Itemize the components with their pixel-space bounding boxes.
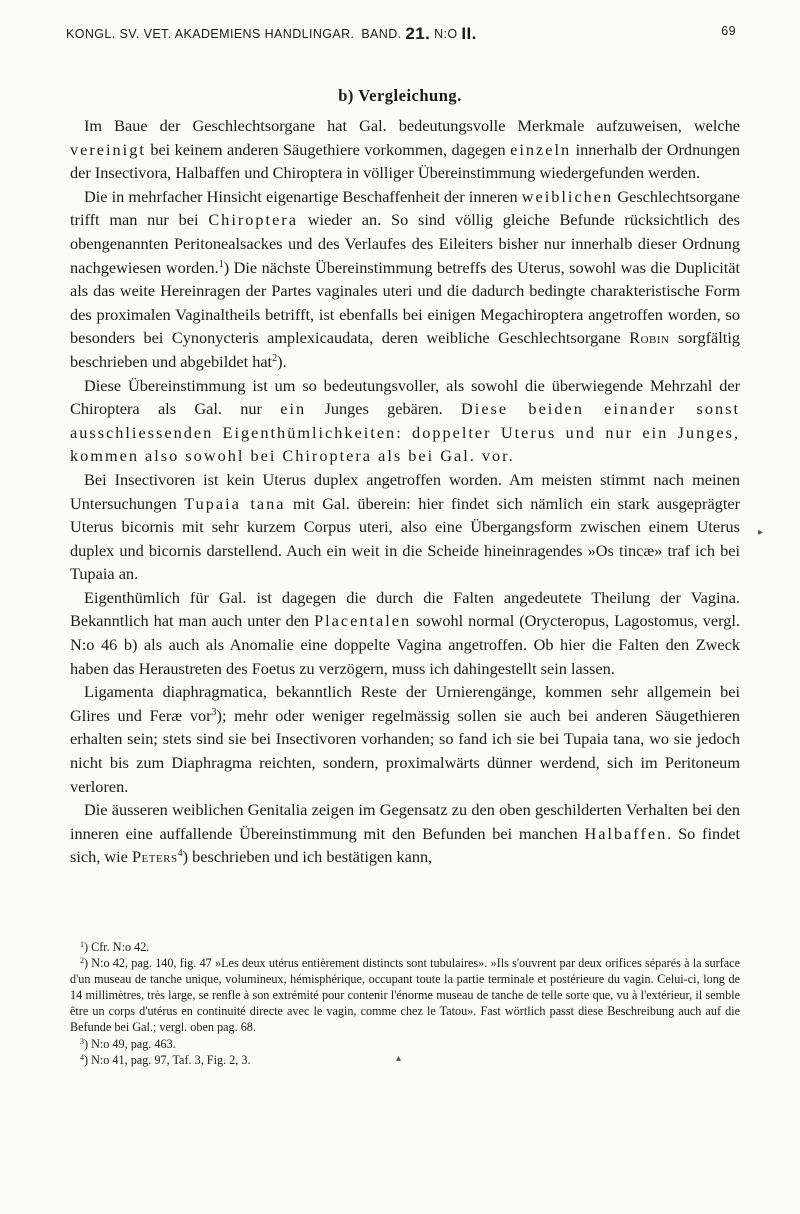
page-number: 69 <box>721 24 736 38</box>
margin-arrow-icon: ▸ <box>758 527 764 538</box>
number-label: N:O <box>434 27 458 41</box>
footer-arrow-icon: ▴ <box>396 1053 402 1064</box>
paragraph-6: Ligamenta diaphragmatica, bekanntlich Reste der Urnierengänge, kommen sehr allgemein bei Glires und Feræ vor$^3$); mehr oder weniger regelmässig sollen sie auch bei anderen Säugethieren erhalten sein; stets sind sie bei Insectivoren vorhanden; so fand ich sie bei Tupaia tana, wo sie jedoch nicht bis zum Diaphragma reichten, sondern, proximalwärts dünner werdend, sich im Peritoneum verloren. <box>70 682 740 796</box>
footnote: $^1$) Cfr. N:o 42. <box>80 940 150 954</box>
paragraph-1: Im Baue der Geschlechtsorgane hat Gal. bedeutungsvolle Merkmale aufzuweisen, welche vereinigt bei keinem anderen Säugethiere vorkommen, dagegen einzeln innerhalb der Ordnungen der Insectivora, Halbaffen und Chiroptera in völliger Übereinstimmung wiedergefunden werden. <box>70 116 741 183</box>
footnote: $^2$) N:o 42, pag. 140, fig. 47 »Les deux utérus entièrement distincts sont tubulaires». »Ils s'ouvrent par deux orifices séparés à la surface d'un museau de tanche unique, volumineux, hémisphérique, occupant toute la partie terminale et postérieure du vagin. Celui-ci, long de 14 millimètres, très large, se renfle à son extrémité pour contenir l'énorme museau de tanche de telle sorte que, vu à l'extérieur, il semble être un corps d'utérus en continuité directe avec le vagin, comme chez le Tatou». Fast wörtlich passt diese Beschreibung auch auf die Befunde bei Gal.; vergl. oben pag. 68. <box>70 956 740 1035</box>
footnote-ref-1: 1 <box>218 258 224 270</box>
running-head <box>66 18 736 44</box>
band-label: BAND. <box>361 27 402 41</box>
body-text <box>70 114 740 869</box>
footnote: $^4$) N:o 41, pag. 97, Taf. 3, Fig. 2, 3. <box>80 1052 251 1067</box>
footnote: $^3$) N:o 49, pag. 463. <box>80 1036 176 1051</box>
footnote-ref-4: 4 <box>177 848 183 860</box>
footnote-ref-3: 3 <box>211 706 217 718</box>
band-number: 21. <box>405 24 431 43</box>
footnotes <box>70 939 740 1068</box>
paragraph-2: Die in mehrfacher Hinsicht eigenartige Beschaffenheit der inneren weiblichen Geschlechtsorgane trifft man nur bei Chiroptera wieder an. So sind völlig gleiche Befunde rücksichtlich des obengenannten Peritonealsackes und des Verlaufes des Eileiters bisher nur innerhalb dieser Ordnung nachgewiesen worden.$^1$) Die nächste Übereinstimmung betreffs des Uterus, sowohl was die Duplicität als das weite Hereinragen der Partes vaginales uteri und die dadurch bedingte charakteristische Form des proximalen Vaginaltheils betrifft, ist ebenfalls bei einigen Megachiroptera angetroffen worden, so besonders bei Cynonycteris amplexicaudata, deren weibliche Geschlechtsorgane Robin sorgfältig beschrieben und abgebildet hat$^2$). <box>70 186 741 371</box>
paragraph-7: Die äusseren weiblichen Genitalia zeigen im Gegensatz zu den oben geschilderten Verhalten bei den inneren eine auffallende Übereinstimmung mit den Befunden bei manchen Halbaffen. So findet sich, wie Peters$^4$) beschrieben und ich bestätigen kann, <box>70 800 740 867</box>
section-heading: b) Vergleichung. <box>338 86 462 105</box>
paragraph-3: Diese Übereinstimmung ist um so bedeutungsvoller, als sowohl die überwiegende Mehrzahl der Chiroptera als Gal. nur ein Junges gebären. Diese beiden einander sonst ausschliessenden Eigenthümlichkeiten: doppelter Uterus und nur ein Junges, kommen also sowohl bei Chiroptera als bei Gal. vor. <box>70 375 740 466</box>
journal-name: KONGL. SV. VET. AKADEMIENS HANDLINGAR. <box>66 27 355 41</box>
footnote-ref-2: 2 <box>272 352 278 364</box>
paragraph-5: Eigenthümlich für Gal. ist dagegen die durch die Falten angedeutete Theilung der Vagina. Bekanntlich hat man auch unter den Placentalen sowohl normal (Orycteropus, Lagostomus, vergl. N:o 46 b) als auch als Anomalie eine doppelte Vagina angetroffen. Ob hier die Falten den Zweck haben das Heraustreten des Foetus zu verzögern, muss ich dahingestellt sein lassen. <box>70 587 740 678</box>
paragraph-4: Bei Insectivoren ist kein Uterus duplex angetroffen worden. Am meisten stimmt nach meinen Untersuchungen Tupaia tana mit Gal. überein: hier findet sich nämlich ein stark ausgeprägter Uterus bicornis mit sehr kurzem Corpus uteri, also eine Übergangsform zwischen einem Uterus duplex und bicornis darstellend. Auch ein weit in die Scheide hineinragendes »Os tincæ» traf ich bei Tupaia an. <box>70 469 740 584</box>
journal-title <box>66 24 477 44</box>
issue-number: II. <box>461 24 477 43</box>
